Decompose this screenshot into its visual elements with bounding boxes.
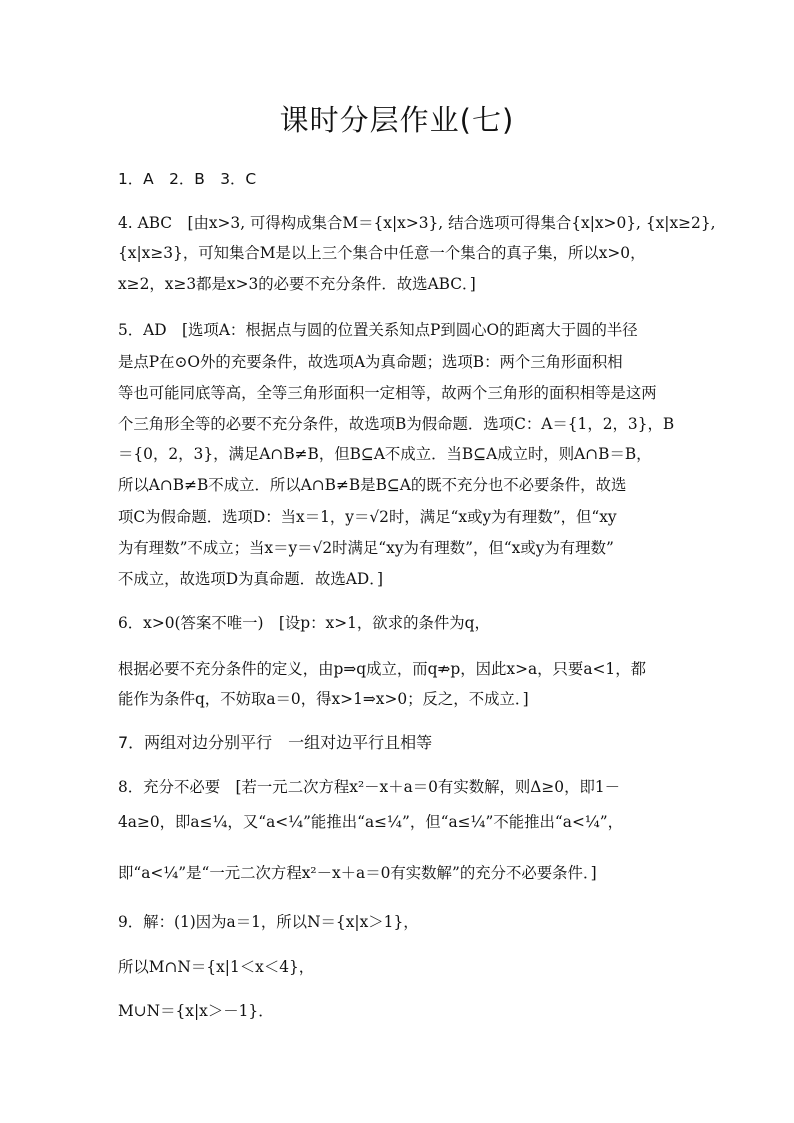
answer-5-line-6: 所以A∩B≠B不成立．所以A∩B≠B是B⊆A的既不充分也不必要条件，故选 <box>118 476 627 494</box>
page-title: 课时分层作业(七) <box>279 103 515 137</box>
answer-5-line-8: 为有理数”不成立；当x＝y＝√2时满足“xy为有理数”，但“x或y为有理数” <box>118 539 614 557</box>
answer-9-line-1: 9．解：(1)因为a＝1，所以N＝{x|x＞1}， <box>118 913 419 931</box>
answer-9-line-2: 所以M∩N＝{x|1＜x＜4}， <box>118 958 315 976</box>
answer-6-line-3: 能作为条件q，不妨取a＝0，得x>1⇒x>0；反之，不成立．] <box>118 690 529 708</box>
answer-1-3: 1．A 2．B 3．C <box>118 170 257 188</box>
answer-5-line-2: 是点P在⊙O外的充要条件，故选项A为真命题；选项B：两个三角形面积相 <box>118 353 623 371</box>
answer-8-line-2: 4a≥0，即a≤¼，又“a<¼”能推出“a≤¼”，但“a≤¼”不能推出“a<¼”， <box>118 813 624 831</box>
answer-5-line-3: 等也可能同底等高，全等三角形面积一定相等，故两个三角形的面积相等是这两 <box>118 384 657 402</box>
answer-8-line-3: 即“a<¼”是“一元二次方程x²－x＋a＝0有实数解”的充分不必要条件．] <box>118 864 597 882</box>
answer-4-line-1: 4. ABC [由x>3, 可得构成集合M＝{x|x>3}, 结合选项可得集合{x|x>0}, {x|x≥2}, <box>118 214 716 232</box>
answer-5-line-5: ＝{0，2，3}，满足A∩B≠B，但B⊆A不成立．当B⊆A成立时，则A∩B＝B， <box>118 445 652 463</box>
answer-5-line-9: 不成立，故选项D为真命题．故选AD．] <box>118 570 383 588</box>
answer-6-line-1: 6．x>0(答案不唯一) [设p：x>1，欲求的条件为q， <box>118 614 490 632</box>
answer-4-line-3: x≥2，x≥3都是x>3的必要不充分条件．故选ABC．] <box>118 275 476 293</box>
answer-9-line-3: M∪N＝{x|x＞－1}． <box>118 1002 274 1020</box>
answer-8-line-1: 8．充分不必要 [若一元二次方程x²－x＋a＝0有实数解，则Δ≥0，即1－ <box>118 778 621 796</box>
answer-6-line-2: 根据必要不充分条件的定义，由p⇒q成立，而q⇏p，因此x>a，只要a<1，都 <box>118 660 646 678</box>
answer-5-line-1: 5．AD [选项A：根据点与圆的位置关系知点P到圆心O的距离大于圆的半径 <box>118 321 638 339</box>
answer-4-line-2: {x|x≥3}，可知集合M是以上三个集合中任意一个集合的真子集，所以x>0， <box>118 244 646 262</box>
answer-5-line-4: 个三角形全等的必要不充分条件，故选项B为假命题．选项C：A＝{1，2，3}，B <box>118 415 675 433</box>
answer-5-line-7: 项C为假命题．选项D：当x＝1，y＝√2时，满足“x或y为有理数”，但“xy <box>118 508 617 526</box>
answer-7: 7．两组对边分别平行 一组对边平行且相等 <box>118 733 433 752</box>
